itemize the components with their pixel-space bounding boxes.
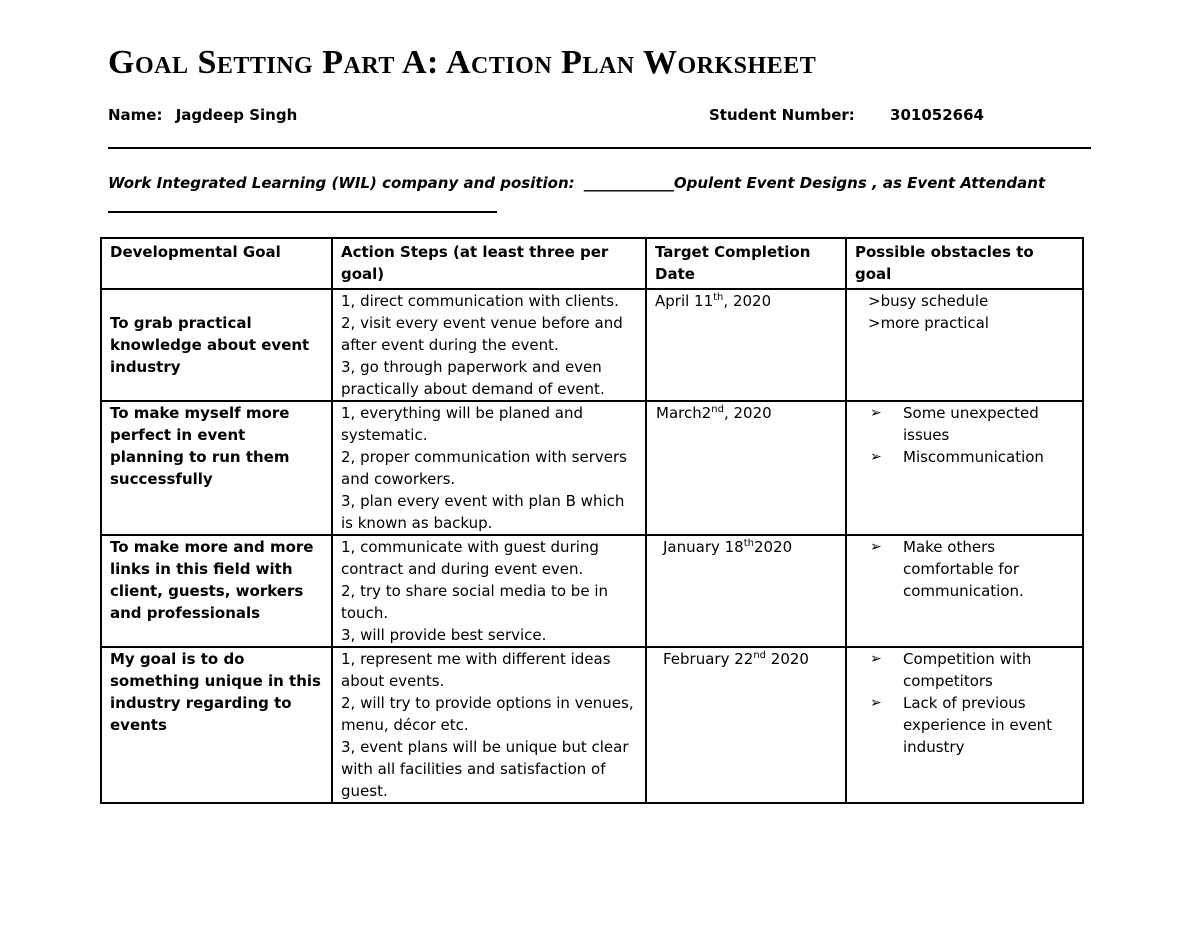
step-item: 1, represent me with different ideas about events. bbox=[341, 650, 611, 690]
arrowhead-bullet-icon: ➢ bbox=[870, 695, 882, 711]
step-item: 2, try to share social media to be in touch. bbox=[341, 582, 608, 622]
wil-blank: ____________ bbox=[583, 174, 674, 192]
date-ordinal: nd bbox=[711, 404, 724, 415]
obstacle-item: ➢ Some unexpected issues bbox=[870, 404, 1039, 444]
step-item: 3, will provide best service. bbox=[341, 626, 547, 644]
goal-cell: My goal is to do something unique in this industry regarding to events bbox=[101, 647, 332, 803]
obstacle-item: ➢ Miscommunication bbox=[870, 448, 1044, 466]
step-item: 2, visit every event venue before and after event during the event. bbox=[341, 314, 623, 354]
goal-cell: To make more and more links in this field with client, guests, workers and professionals bbox=[101, 535, 332, 647]
obstacles-cell bbox=[846, 289, 1083, 401]
arrowhead-bullet-icon: ➢ bbox=[870, 449, 882, 465]
obstacle-item: ➢ Make others comfortable for communication. bbox=[870, 538, 1024, 600]
student-number-label: Student Number: bbox=[709, 106, 855, 124]
name-label: Name: bbox=[108, 106, 163, 124]
date-year: , 2020 bbox=[723, 404, 772, 422]
date-text: April 11 bbox=[655, 292, 714, 310]
wil-label: Work Integrated Learning (WIL) company and position: bbox=[108, 174, 575, 192]
name-field bbox=[108, 106, 297, 124]
goal-cell: To grab practical knowledge about event industry bbox=[101, 289, 332, 401]
name-value: Jagdeep Singh bbox=[175, 106, 298, 124]
date-cell bbox=[646, 535, 846, 647]
date-cell bbox=[646, 289, 846, 401]
header-action-steps: Action Steps (at least three per goal) bbox=[332, 238, 646, 289]
date-text: March2 bbox=[656, 404, 712, 422]
table-row bbox=[101, 289, 1083, 401]
wil-field bbox=[108, 174, 1045, 192]
obstacles-cell bbox=[846, 647, 1083, 803]
date-ordinal: th bbox=[743, 538, 754, 549]
action-plan-table bbox=[100, 237, 1084, 804]
student-number-value: 301052664 bbox=[890, 106, 984, 124]
student-number-field bbox=[709, 106, 984, 124]
table-row bbox=[101, 647, 1083, 803]
date-text: February 22 bbox=[663, 650, 754, 668]
obstacle-item: >busy schedule bbox=[868, 292, 989, 310]
step-item: 2, will try to provide options in venues, menu, décor etc. bbox=[341, 694, 634, 734]
obstacle-item: ➢ Lack of previous experience in event industry bbox=[870, 694, 1053, 756]
step-item: 1, communicate with guest during contract and during event even. bbox=[341, 538, 599, 578]
step-item: 1, everything will be planed and systematic. bbox=[341, 404, 583, 444]
date-cell bbox=[646, 401, 846, 535]
step-item: 3, go through paperwork and even practically about demand of event. bbox=[341, 358, 605, 398]
steps-cell bbox=[332, 289, 646, 401]
date-year: 2020 bbox=[754, 538, 793, 556]
wil-value: Opulent Event Designs , as Event Attendant bbox=[673, 174, 1046, 192]
obstacle-item: >more practical bbox=[868, 314, 989, 332]
date-ordinal: th bbox=[713, 292, 724, 303]
steps-cell bbox=[332, 535, 646, 647]
arrowhead-bullet-icon: ➢ bbox=[870, 539, 882, 555]
table-row bbox=[101, 401, 1083, 535]
arrowhead-bullet-icon: ➢ bbox=[870, 405, 882, 421]
header-target-date: Target Completion Date bbox=[646, 238, 846, 289]
header-divider bbox=[108, 147, 1091, 149]
header-developmental-goal: Developmental Goal bbox=[101, 238, 332, 289]
step-item: 1, direct communication with clients. bbox=[341, 292, 619, 310]
obstacle-item: ➢ Competition with competitors bbox=[870, 650, 1032, 690]
page-title: Goal Setting Part A: Action Plan Worksheet bbox=[108, 44, 817, 81]
date-year: , 2020 bbox=[723, 292, 772, 310]
step-item: 2, proper communication with servers and coworkers. bbox=[341, 448, 627, 488]
date-year: 2020 bbox=[766, 650, 809, 668]
arrowhead-bullet-icon: ➢ bbox=[870, 651, 882, 667]
step-item: 3, plan every event with plan B which is known as backup. bbox=[341, 492, 625, 532]
step-item: 3, event plans will be unique but clear with all facilities and satisfaction of guest. bbox=[341, 738, 629, 800]
steps-cell bbox=[332, 401, 646, 535]
date-cell bbox=[646, 647, 846, 803]
goal-cell: To make myself more perfect in event planning to run them successfully bbox=[101, 401, 332, 535]
table-row bbox=[101, 535, 1083, 647]
obstacles-cell bbox=[846, 535, 1083, 647]
table-header-row bbox=[101, 238, 1083, 289]
obstacles-cell bbox=[846, 401, 1083, 535]
steps-cell bbox=[332, 647, 646, 803]
header-obstacles: Possible obstacles to goal bbox=[846, 238, 1083, 289]
date-ordinal: nd bbox=[753, 650, 767, 661]
wil-underline bbox=[108, 211, 497, 213]
date-text: January 18 bbox=[663, 538, 744, 556]
